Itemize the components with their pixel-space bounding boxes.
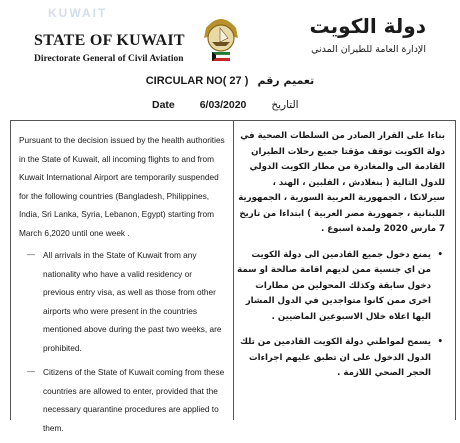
header-english — [34, 32, 185, 64]
bullet-item-ar: • يسمح لمواطني دولة الكويت القادمين من تلك الدول الدخول على ان تطبق عليهم اجراءات الحجر الصحي اللازمة . — [237, 335, 431, 382]
bullet-list-ar — [237, 248, 445, 382]
bullet-item-en: — Citizens of the State of Kuwait coming from these countries are allowed to enter, provided that the necessary quarantine procedures are applied to them. — [43, 363, 225, 437]
state-name-ar: دولة الكويت — [309, 14, 426, 38]
content-table — [10, 120, 456, 433]
bullet-item-en: — All arrivals in the State of Kuwait from any nationality who have a valid residency or previous entry visa, as well as those from other airports who were present in the countries mentioned above during the past two weeks, are prohibited. — [43, 246, 225, 357]
date-row — [152, 99, 321, 111]
kuwait-emblem-icon — [198, 8, 244, 66]
arabic-column — [237, 129, 445, 392]
department-name-ar: الإدارة العامة للطيران المدني — [311, 44, 426, 55]
circular-number-ar: تعميم رقم — [257, 74, 315, 87]
bullet-item-ar: • يمنع دخول جميع القادمين الى دولة الكويت من اي جنسية ممن لديهم اقامة صالحة او سمة دخول سابقة وكذلك المحولين من مطارات اخرى ممن كانوا متواجدين في الدول المشار اليها اعلاه خلال الاسبوعين الماضيين . — [237, 248, 431, 326]
state-name-en: STATE OF KUWAIT — [34, 32, 185, 49]
date-label-ar: التاريخ — [271, 99, 299, 111]
circular-title — [0, 74, 460, 87]
english-column — [19, 131, 225, 443]
intro-paragraph-ar: بناءا على القرار الصادر من السلطات الصحية في دولة الكويت توقف مؤقتا جميع رحلات الطيران القادمة الى والمغادرة من مطار الكويت الدولي للدول التالية ( بنغلادش ، الفلبين ، الهند ، سيرلانكا ، الجمهورية العربية السورية ، الجمهورية اللبنانية ، جمهورية مصر العربية ) ابتداءا من تاريخ 7 مارس 2020 ولمدة اسبوع . — [238, 131, 445, 234]
circular-number-en: CIRCULAR NO( 27 ) — [145, 75, 249, 87]
header-arabic — [309, 14, 426, 55]
date-value: 6/03/2020 — [199, 99, 247, 111]
department-name-en: Directorate General of Civil Aviation — [34, 54, 184, 64]
intro-paragraph-en: Pursuant to the decision issued by the health authorities in the State of Kuwait, all incoming flights to and from Kuwait International Airport are temporarily suspended for the following countries (Bangladesh, Philippines, India, Sri Lanka, Syria, Lebanon, Egypt) starting from March 6,2020 until one week . — [19, 135, 225, 238]
watermark: KUWAIT — [48, 6, 108, 20]
date-label-en: Date — [152, 99, 175, 111]
bullet-list-en — [19, 246, 225, 437]
column-divider — [233, 121, 234, 420]
